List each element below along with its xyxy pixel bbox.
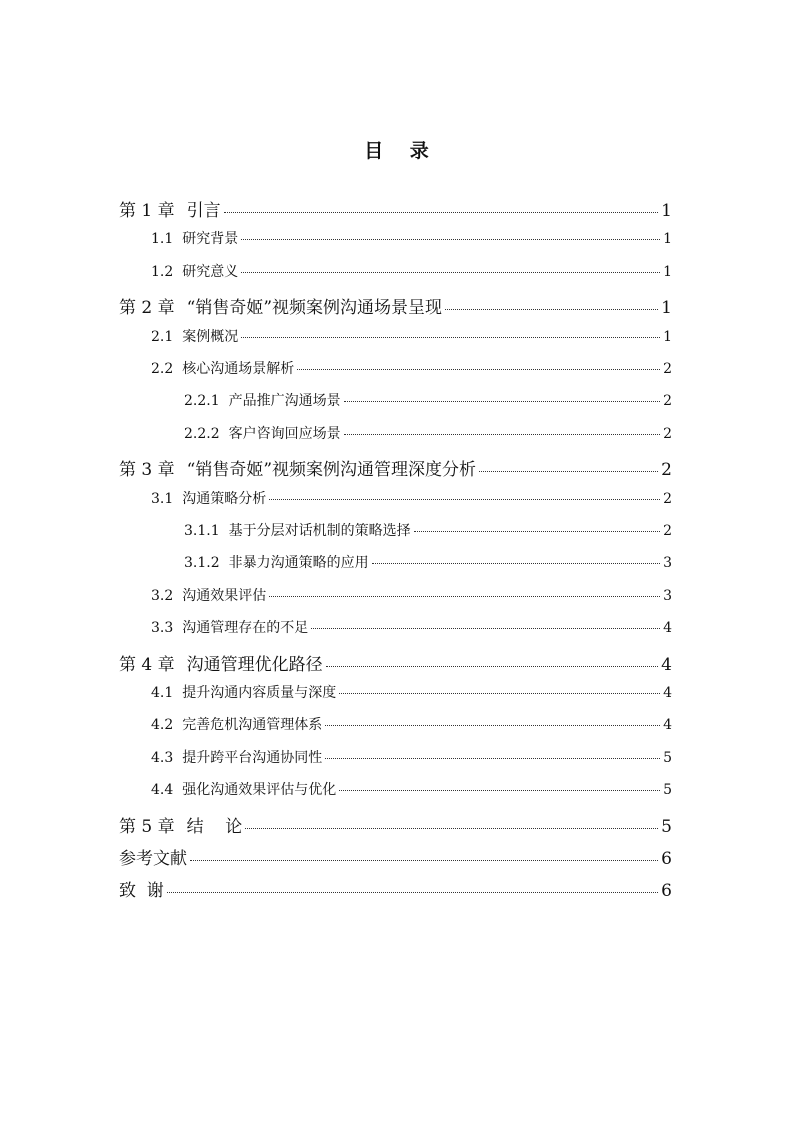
toc-page-number: 2 <box>663 361 672 377</box>
toc-entry-number: 3.2 <box>151 587 174 604</box>
toc-entry-title: 核心沟通场景解析 <box>182 361 295 377</box>
toc-dot-leader <box>344 401 660 402</box>
toc-entry[interactable] <box>151 747 672 779</box>
toc-entry-number: 3.1 <box>151 490 174 507</box>
toc-page-number: 5 <box>663 782 672 799</box>
toc-entry[interactable] <box>119 196 672 228</box>
toc-entry[interactable] <box>151 228 672 260</box>
toc-page-number: 1 <box>661 298 672 319</box>
toc-dot-leader <box>167 892 658 893</box>
toc-entry-number: 第 2 章 <box>119 298 175 319</box>
toc-dot-leader <box>269 596 660 597</box>
toc-entry-title: “销售奇姬”视频案例沟通管理深度分析 <box>186 460 477 481</box>
toc-entry-title: 非暴力沟通策略的应用 <box>228 555 369 572</box>
toc-entry[interactable] <box>151 358 672 390</box>
toc-entry[interactable] <box>151 261 672 293</box>
toc-dot-leader <box>311 628 660 629</box>
toc-page-number: 5 <box>663 749 672 766</box>
toc-entry-title: 沟通管理优化路径 <box>186 654 323 675</box>
toc-entry-number: 第 3 章 <box>119 460 175 481</box>
toc-entry-number: 4.1 <box>151 685 174 701</box>
toc-entry[interactable] <box>119 812 672 844</box>
toc-dot-leader <box>414 531 660 532</box>
toc-page-number: 5 <box>661 816 672 837</box>
toc-page-number: 2 <box>663 523 672 539</box>
toc-page-number: 2 <box>661 460 672 481</box>
toc-entry-title: 研究意义 <box>182 263 239 280</box>
toc-dot-leader <box>445 309 658 310</box>
toc-entry-title: 案例概况 <box>182 328 239 345</box>
toc-entry-number: 3.1.2 <box>184 555 220 572</box>
toc-entry-number: 4.2 <box>151 717 174 734</box>
toc-dot-leader <box>269 499 660 500</box>
toc-entry[interactable] <box>151 617 672 649</box>
toc-entry[interactable] <box>151 779 672 811</box>
toc-entry[interactable] <box>184 552 672 584</box>
toc-entry-number: 4.4 <box>151 782 174 799</box>
toc-entry[interactable] <box>151 488 672 520</box>
toc-entry-title: 完善危机沟通管理体系 <box>182 717 323 734</box>
toc-entry-number: 第 5 章 <box>119 816 175 837</box>
toc-entry-title: 客户咨询回应场景 <box>228 425 341 442</box>
toc-page-number: 2 <box>663 393 672 410</box>
toc-entry-title: “销售奇姬”视频案例沟通场景呈现 <box>186 298 443 319</box>
toc-entry-title: 强化沟通效果评估与优化 <box>182 782 337 799</box>
toc-page-number: 1 <box>661 201 672 221</box>
toc-page-number: 1 <box>663 328 672 345</box>
toc-dot-leader <box>325 758 660 759</box>
toc-entry-number: 2.2.1 <box>184 393 220 410</box>
toc-entry-title: 产品推广沟通场景 <box>228 393 341 410</box>
toc-entry-number: 1.2 <box>151 263 174 280</box>
toc-entry[interactable] <box>151 326 672 358</box>
toc-dot-leader <box>325 725 660 726</box>
toc-entry-title: 基于分层对话机制的策略选择 <box>228 523 411 539</box>
toc-entry-number: 2.2 <box>151 361 174 377</box>
toc-entry-title: 沟通策略分析 <box>182 490 267 507</box>
toc-dot-leader <box>241 239 660 240</box>
toc-entry[interactable] <box>151 585 672 617</box>
toc-entry-title: 参考文献 <box>119 849 187 869</box>
toc-page-number: 4 <box>663 620 672 637</box>
toc-entry-title: 引言 <box>186 201 221 221</box>
toc-entry-number: 第 4 章 <box>119 654 175 675</box>
toc-page-number: 1 <box>663 231 672 248</box>
toc-dot-leader <box>326 666 659 667</box>
toc-entry-title: 提升沟通内容质量与深度 <box>182 685 337 701</box>
toc-entry-number: 3.1.1 <box>184 523 220 539</box>
toc-entry[interactable] <box>184 390 672 422</box>
toc-entry-number: 第 1 章 <box>119 201 175 221</box>
toc-entry-title: 沟通效果评估 <box>182 587 267 604</box>
toc-entry[interactable] <box>119 293 672 325</box>
toc-dot-leader <box>372 563 660 564</box>
toc-entry-number: 3.3 <box>151 620 174 637</box>
toc-page-number: 4 <box>663 717 672 734</box>
toc-dot-leader <box>245 828 658 829</box>
toc-dot-leader <box>344 434 660 435</box>
toc-entry-number: 4.3 <box>151 749 174 766</box>
toc-entry-title: 结 论 <box>186 816 243 837</box>
toc-entry-title: 致 谢 <box>119 881 164 902</box>
toc-entry-title: 提升跨平台沟通协同性 <box>182 749 323 766</box>
toc-entry-number: 2.2.2 <box>184 425 220 442</box>
toc-entry[interactable] <box>119 844 672 876</box>
toc-dot-leader <box>479 471 658 472</box>
toc-title: 目 录 <box>364 140 429 162</box>
toc-page-number: 6 <box>661 881 672 902</box>
toc-entry-number: 1.1 <box>151 231 174 248</box>
toc-dot-leader <box>339 693 660 694</box>
toc-dot-leader <box>241 337 660 338</box>
toc-page-number: 4 <box>663 685 672 701</box>
toc-page-number: 2 <box>663 425 672 442</box>
toc-page-number: 2 <box>663 490 672 507</box>
toc-page-number: 3 <box>663 587 672 604</box>
toc-entry[interactable] <box>184 423 672 455</box>
toc-dot-leader <box>190 860 658 861</box>
toc-dot-leader <box>297 369 660 370</box>
toc-dot-leader <box>339 790 660 791</box>
toc-entry[interactable] <box>151 714 672 746</box>
toc-page-number: 6 <box>661 849 672 869</box>
toc-entry[interactable] <box>119 650 672 682</box>
toc-entry-title: 沟通管理存在的不足 <box>182 620 309 637</box>
toc-page-number: 1 <box>663 263 672 280</box>
toc-page-number: 3 <box>663 555 672 572</box>
toc-dot-leader <box>224 212 659 213</box>
toc-entry[interactable] <box>151 682 672 714</box>
toc-entry-number: 2.1 <box>151 328 174 345</box>
toc-entry[interactable] <box>119 876 672 908</box>
toc-entry[interactable] <box>119 455 672 487</box>
toc-entry[interactable] <box>184 520 672 552</box>
toc-page-number: 4 <box>661 654 672 675</box>
toc-entry-title: 研究背景 <box>182 231 239 248</box>
toc-dot-leader <box>241 272 660 273</box>
